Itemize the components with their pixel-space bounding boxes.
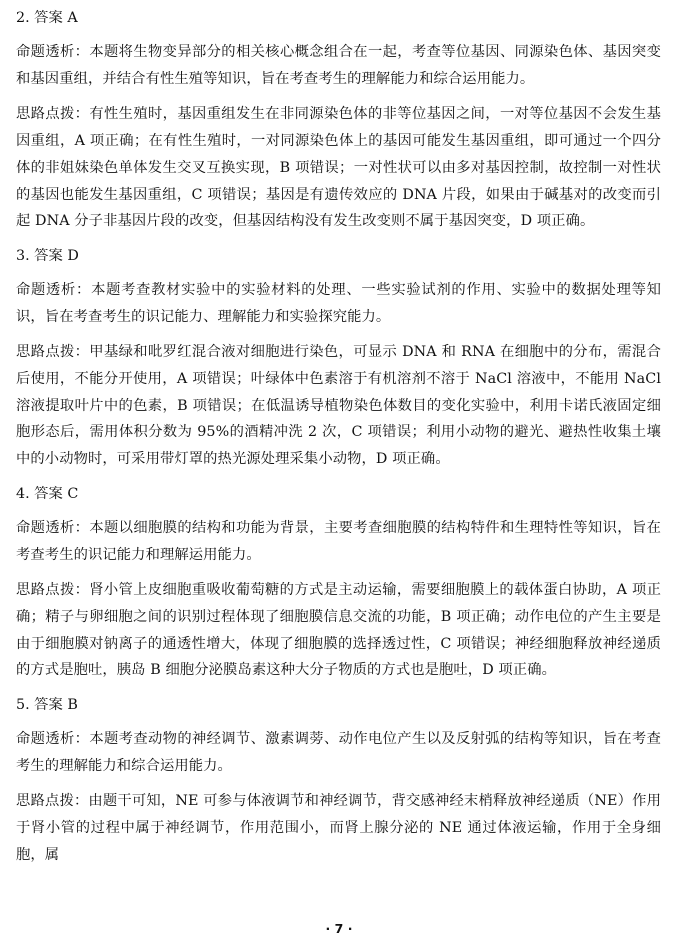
q5-answer: 5. 答案 B xyxy=(16,697,78,714)
q4-answer: 4. 答案 C xyxy=(16,485,79,502)
q3-answer: 3. 答案 D xyxy=(16,247,79,264)
q4-intent: 命题透析：本题以细胞膜的结构和功能为背景，主要考查细胞膜的结构特件和生理特性等知识，旨在考查考生的识记能力和理解运用能力。 xyxy=(16,519,661,563)
q2-answer: 2. 答案 A xyxy=(16,10,78,26)
page-number: · 7 · xyxy=(325,921,353,936)
q3-intent: 命题透析：本题考查教材实验中的实验材料的处理、一些实验试剂的作用、实验中的数据处理等知识，旨在考查考生的识记能力、理解能力和实验探究能力。 xyxy=(16,281,661,325)
q3-hint: 思路点拨：甲基绿和吡罗红混合液对细胞进行染色，可显示 DNA 和 RNA 在细胞中的分布，需混合后使用，不能分开使用，A 项错误；叶绿体中色素溶于有机溶剂不溶于 NaCl 溶液中，不能用 NaCl 溶液提取叶片中的色素，B 项错误；在低温诱导植物染色体数目的变化实验中，利用卡诺氏液固定细胞形态后，需用体积分数为 95%的酒精冲洗 2 次，C 项错误；利用小动物的避光、避热性收集土壤中的小动物时，可采用带灯罩的热光源处理采集小动物，D 项正确。 xyxy=(16,344,661,468)
q2-intent: 命题透析：本题将生物变异部分的相关核心概念组合在一起，考查等位基因、同源染色体、基因突变和基因重组，并结合有性生殖等知识，旨在考查考生的理解能力和综合运用能力。 xyxy=(16,44,661,87)
answer-explanations xyxy=(16,6,661,878)
q4-hint: 思路点拨：肾小管上皮细胞重吸收葡萄糖的方式是主动运输，需要细胞膜上的载体蛋白协助，A 项正确；精子与卵细胞之间的识别过程体现了细胞膜信息交流的功能，B 项正确；动作电位的产生主要是由于细胞膜对钠离子的通透性增大，体现了细胞膜的选择透过性，C 项错误；神经细胞释放神经递质的方式是胞吐，胰岛 B 细胞分泌膜岛素这种大分子物质的方式也是胞吐，D 项正确。 xyxy=(16,582,661,679)
q5-hint: 思路点拨：由题干可知，NE 可参与体液调节和神经调节，背交感神经末梢释放神经递质（NE）作用于肾小管的过程中属于神经调节，作用范围小，而肾上腺分泌的 NE 通过体液运输，作用于全身细胞，属 xyxy=(16,793,661,863)
q5-intent: 命题透析：本题考查动物的神经调节、激素调蒡、动作电位产生以及反射弧的结构等知识，旨在考查考生的理解能力和综合运用能力。 xyxy=(16,731,661,774)
q2-hint: 思路点拨：有性生殖时，基因重组发生在非同源染色体的非等位基因之间，一对等位基因不会发生基因重组，A 项正确；在有性生殖时，一对同源染色体上的基因可能发生基因重组，即可通过一个四分体的非姐妹染色单体发生交叉互换实现，B 项错误；一对性状可以由多对基因控制，故控制一对性状的基因也能发生基因重组，C 项错误；基因是有遗传效应的 DNA 片段，如果由于碱基对的改变而引起 DNA 分子非基因片段的改变，但基因结构没有发生改变则不属于基因突变，D 项正确。 xyxy=(16,106,661,230)
